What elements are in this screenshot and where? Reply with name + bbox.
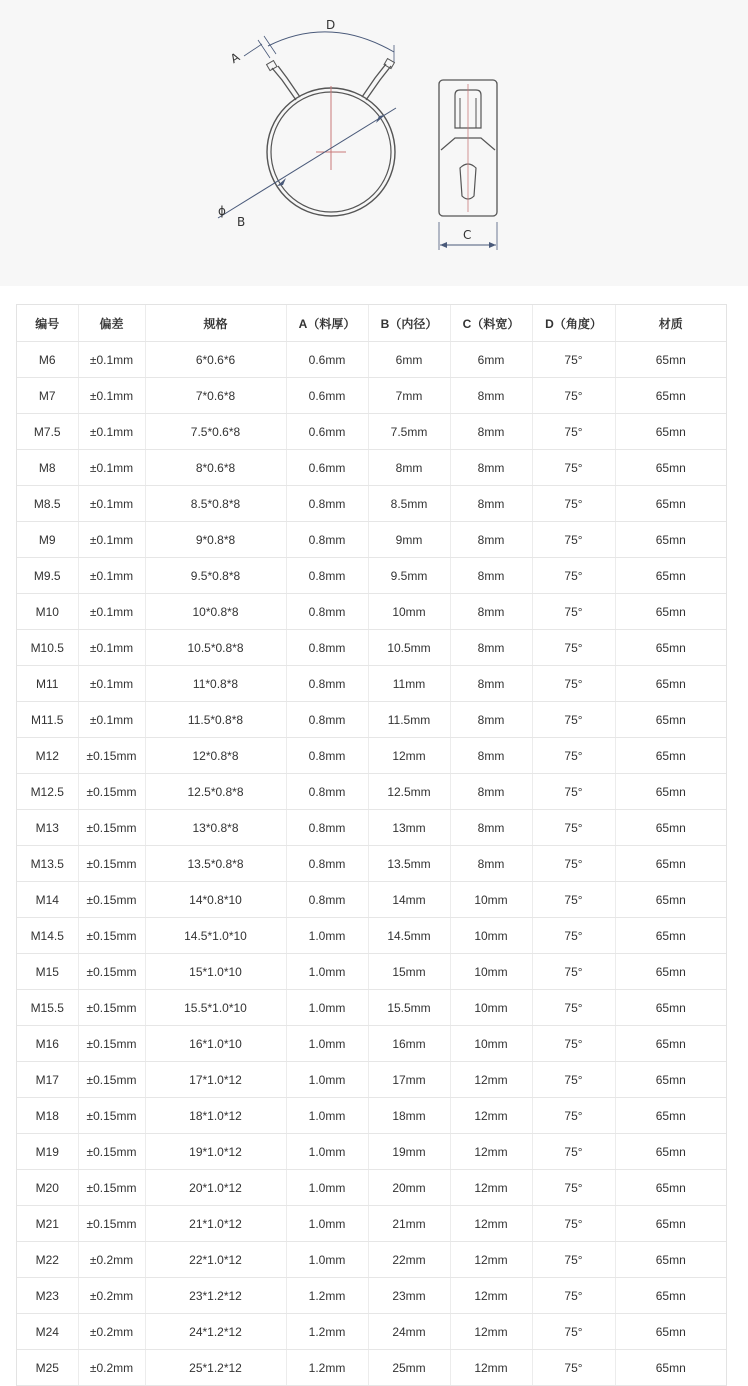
table-cell: 11mm [368,666,450,702]
table-cell: 10mm [450,918,532,954]
table-cell: ±0.15mm [78,918,145,954]
table-cell: 75° [532,1278,615,1314]
table-cell: 6mm [450,342,532,378]
table-cell: M16 [17,1026,78,1062]
table-cell: ±0.15mm [78,1062,145,1098]
table-cell: 8mm [450,774,532,810]
table-cell: 16*1.0*10 [145,1026,286,1062]
table-cell: 8mm [450,738,532,774]
column-header: B（内径） [368,305,450,342]
table-cell: 13.5mm [368,846,450,882]
table-cell: M20 [17,1170,78,1206]
table-row [17,486,726,522]
table-cell: 75° [532,954,615,990]
table-cell: 0.8mm [286,882,368,918]
table-cell: ±0.1mm [78,342,145,378]
table-cell: 11.5mm [368,702,450,738]
table-cell: 13.5*0.8*8 [145,846,286,882]
column-header: D（角度） [532,305,615,342]
label-c: C [463,228,472,242]
table-cell: 9.5mm [368,558,450,594]
table-cell: ±0.15mm [78,738,145,774]
table-cell: 8mm [450,414,532,450]
label-d: D [326,18,336,32]
table-cell: 65mn [615,1278,726,1314]
table-cell: 16mm [368,1026,450,1062]
table-cell: ±0.15mm [78,990,145,1026]
table-row [17,1026,726,1062]
table-cell: 75° [532,342,615,378]
table-cell: 75° [532,738,615,774]
table-row [17,990,726,1026]
table-cell: 8mm [450,522,532,558]
table-cell: 75° [532,1062,615,1098]
table-cell: 1.0mm [286,1134,368,1170]
table-cell: M9 [17,522,78,558]
table-cell: M13.5 [17,846,78,882]
table-cell: 75° [532,990,615,1026]
table-cell: 8mm [450,702,532,738]
table-row [17,630,726,666]
table-cell: 12mm [450,1170,532,1206]
table-cell: 8mm [450,558,532,594]
table-row [17,378,726,414]
table-cell: 13*0.8*8 [145,810,286,846]
table-cell: 65mn [615,378,726,414]
table-cell: ±0.15mm [78,846,145,882]
table-cell: 65mn [615,810,726,846]
table-cell: 17*1.0*12 [145,1062,286,1098]
table-cell: 65mn [615,1098,726,1134]
table-cell: ±0.15mm [78,1098,145,1134]
table-cell: 17mm [368,1062,450,1098]
table-cell: ±0.15mm [78,1134,145,1170]
clamp-diagram [0,0,748,286]
label-b: B [237,215,246,229]
table-cell: 0.6mm [286,378,368,414]
table-cell: 75° [532,594,615,630]
clamp-drawing [0,0,748,286]
label-a: A [228,49,243,67]
table-cell: 75° [532,846,615,882]
table-cell: 65mn [615,1062,726,1098]
table-cell: ±0.1mm [78,378,145,414]
table-cell: 7*0.6*8 [145,378,286,414]
table-cell: 0.8mm [286,702,368,738]
table-cell: ±0.15mm [78,810,145,846]
table-cell: 65mn [615,1350,726,1386]
table-cell: 65mn [615,954,726,990]
table-cell: M7.5 [17,414,78,450]
table-cell: 75° [532,810,615,846]
table-cell: 65mn [615,666,726,702]
table-cell: 1.2mm [286,1350,368,1386]
table-row [17,558,726,594]
table-cell: 75° [532,630,615,666]
left-ear [278,66,300,97]
table-cell: 75° [532,1350,615,1386]
table-cell: 65mn [615,1242,726,1278]
table-cell: 19mm [368,1134,450,1170]
table-cell: 10mm [450,882,532,918]
table-row [17,846,726,882]
table-cell: 19*1.0*12 [145,1134,286,1170]
table-cell: M24 [17,1314,78,1350]
table-cell: ±0.15mm [78,1170,145,1206]
table-cell: 20*1.0*12 [145,1170,286,1206]
diameter-line [218,108,396,218]
table-cell: M10 [17,594,78,630]
table-cell: ±0.1mm [78,666,145,702]
table-row [17,594,726,630]
table-cell: 24*1.2*12 [145,1314,286,1350]
spec-table-wrap [16,304,727,1386]
table-cell: 10.5mm [368,630,450,666]
table-cell: 65mn [615,1026,726,1062]
table-cell: 1.0mm [286,954,368,990]
table-cell: 8.5mm [368,486,450,522]
table-cell: 21mm [368,1206,450,1242]
table-cell: 12mm [450,1134,532,1170]
table-cell: 22mm [368,1242,450,1278]
table-cell: 75° [532,522,615,558]
table-row [17,666,726,702]
table-cell: ±0.15mm [78,1026,145,1062]
table-cell: 75° [532,378,615,414]
table-cell: 75° [532,414,615,450]
table-row [17,918,726,954]
table-cell: M12 [17,738,78,774]
table-cell: ±0.1mm [78,558,145,594]
right-ear [362,64,386,97]
table-row [17,954,726,990]
table-cell: 1.0mm [286,1242,368,1278]
table-row [17,738,726,774]
table-cell: 1.0mm [286,990,368,1026]
table-cell: ±0.1mm [78,450,145,486]
table-cell: 0.8mm [286,774,368,810]
table-cell: M7 [17,378,78,414]
table-cell: 65mn [615,882,726,918]
table-cell: 14.5mm [368,918,450,954]
table-cell: 8mm [450,666,532,702]
table-cell: 0.8mm [286,666,368,702]
table-cell: 75° [532,1026,615,1062]
table-cell: 8mm [450,630,532,666]
table-cell: 10mm [450,954,532,990]
table-cell: 8mm [450,810,532,846]
table-cell: 65mn [615,630,726,666]
table-row [17,1098,726,1134]
table-cell: M8 [17,450,78,486]
table-cell: 15*1.0*10 [145,954,286,990]
table-cell: 14*0.8*10 [145,882,286,918]
table-cell: 0.8mm [286,486,368,522]
table-row [17,1350,726,1386]
table-cell: 10mm [368,594,450,630]
table-cell: 1.2mm [286,1314,368,1350]
table-cell: ±0.2mm [78,1350,145,1386]
table-cell: M8.5 [17,486,78,522]
table-header-row [17,305,726,342]
table-cell: 1.0mm [286,1098,368,1134]
table-cell: M14 [17,882,78,918]
table-cell: 65mn [615,1170,726,1206]
table-cell: 65mn [615,486,726,522]
table-cell: 25*1.2*12 [145,1350,286,1386]
table-cell: 18*1.0*12 [145,1098,286,1134]
table-cell: 65mn [615,594,726,630]
table-cell: 65mn [615,1314,726,1350]
table-cell: 0.6mm [286,342,368,378]
table-cell: ±0.2mm [78,1242,145,1278]
table-cell: ±0.1mm [78,486,145,522]
table-cell: 9mm [368,522,450,558]
table-cell: 9.5*0.8*8 [145,558,286,594]
table-row [17,1242,726,1278]
table-cell: 8*0.6*8 [145,450,286,486]
table-cell: M21 [17,1206,78,1242]
table-cell: M11.5 [17,702,78,738]
table-cell: 12mm [450,1314,532,1350]
table-row [17,1278,726,1314]
table-cell: 8mm [450,486,532,522]
table-cell: 65mn [615,342,726,378]
table-cell: 10.5*0.8*8 [145,630,286,666]
table-cell: 18mm [368,1098,450,1134]
table-cell: 14mm [368,882,450,918]
table-cell: 11*0.8*8 [145,666,286,702]
table-cell: 12.5*0.8*8 [145,774,286,810]
table-row [17,774,726,810]
label-phi: ϕ [218,204,226,218]
table-cell: 75° [532,1170,615,1206]
table-cell: 1.0mm [286,1026,368,1062]
table-cell: 8mm [368,450,450,486]
table-cell: 15.5mm [368,990,450,1026]
table-cell: M15 [17,954,78,990]
table-cell: M15.5 [17,990,78,1026]
table-cell: 75° [532,882,615,918]
table-cell: 0.8mm [286,810,368,846]
table-cell: 20mm [368,1170,450,1206]
table-cell: 8mm [450,594,532,630]
table-cell: ±0.15mm [78,882,145,918]
table-cell: 8.5*0.8*8 [145,486,286,522]
column-header: 材质 [615,305,726,342]
angle-arc [268,32,394,52]
table-cell: 75° [532,918,615,954]
table-row [17,1134,726,1170]
table-cell: 75° [532,1206,615,1242]
table-cell: 14.5*1.0*10 [145,918,286,954]
table-cell: 10mm [450,990,532,1026]
table-cell: 7.5*0.6*8 [145,414,286,450]
table-cell: 75° [532,666,615,702]
table-cell: 75° [532,774,615,810]
table-cell: 24mm [368,1314,450,1350]
table-cell: M12.5 [17,774,78,810]
table-cell: 8mm [450,378,532,414]
table-row [17,1062,726,1098]
table-cell: 65mn [615,702,726,738]
table-cell: 10mm [450,1026,532,1062]
table-cell: M23 [17,1278,78,1314]
table-cell: ±0.1mm [78,630,145,666]
table-cell: 0.8mm [286,738,368,774]
column-header: 编号 [17,305,78,342]
table-cell: 12mm [450,1350,532,1386]
table-row [17,414,726,450]
table-cell: 9*0.8*8 [145,522,286,558]
column-header: 规格 [145,305,286,342]
table-cell: 1.0mm [286,1062,368,1098]
table-cell: 21*1.0*12 [145,1206,286,1242]
table-row [17,1170,726,1206]
table-cell: 75° [532,1242,615,1278]
table-cell: 23mm [368,1278,450,1314]
column-header: A（料厚） [286,305,368,342]
table-cell: 11.5*0.8*8 [145,702,286,738]
table-cell: 13mm [368,810,450,846]
table-cell: 15mm [368,954,450,990]
table-cell: ±0.1mm [78,702,145,738]
table-cell: 65mn [615,846,726,882]
table-cell: 0.8mm [286,846,368,882]
table-cell: 6mm [368,342,450,378]
table-cell: ±0.15mm [78,774,145,810]
table-cell: 75° [532,1134,615,1170]
table-cell: 15.5*1.0*10 [145,990,286,1026]
table-cell: 65mn [615,450,726,486]
column-header: C（料宽） [450,305,532,342]
table-cell: 75° [532,1314,615,1350]
table-cell: 12mm [450,1278,532,1314]
table-cell: 65mn [615,1206,726,1242]
table-cell: 75° [532,450,615,486]
table-cell: ±0.1mm [78,594,145,630]
table-cell: 65mn [615,738,726,774]
table-cell: ±0.15mm [78,1206,145,1242]
table-cell: 0.8mm [286,594,368,630]
table-cell: 65mn [615,918,726,954]
table-cell: M17 [17,1062,78,1098]
table-cell: 8mm [450,450,532,486]
table-cell: M22 [17,1242,78,1278]
table-cell: M14.5 [17,918,78,954]
table-cell: 12mm [450,1206,532,1242]
table-cell: 10*0.8*8 [145,594,286,630]
table-cell: ±0.15mm [78,954,145,990]
table-cell: 65mn [615,1134,726,1170]
table-cell: 12mm [450,1062,532,1098]
table-cell: 0.8mm [286,630,368,666]
table-cell: ±0.1mm [78,414,145,450]
table-cell: 75° [532,702,615,738]
table-cell: 1.0mm [286,918,368,954]
table-cell: M6 [17,342,78,378]
table-cell: 65mn [615,414,726,450]
table-cell: 7mm [368,378,450,414]
table-cell: 25mm [368,1350,450,1386]
table-cell: 65mn [615,774,726,810]
table-cell: M10.5 [17,630,78,666]
table-row [17,450,726,486]
table-cell: 8mm [450,846,532,882]
table-cell: M9.5 [17,558,78,594]
table-cell: 12.5mm [368,774,450,810]
table-cell: M19 [17,1134,78,1170]
table-cell: 75° [532,1098,615,1134]
table-cell: 65mn [615,558,726,594]
table-cell: 65mn [615,522,726,558]
table-cell: ±0.2mm [78,1278,145,1314]
table-cell: 22*1.0*12 [145,1242,286,1278]
table-cell: 0.8mm [286,558,368,594]
table-cell: 0.8mm [286,522,368,558]
table-row [17,702,726,738]
table-cell: M11 [17,666,78,702]
table-cell: 6*0.6*6 [145,342,286,378]
table-row [17,1314,726,1350]
table-row [17,342,726,378]
table-cell: 1.0mm [286,1170,368,1206]
table-cell: 23*1.2*12 [145,1278,286,1314]
table-cell: 0.6mm [286,414,368,450]
table-row [17,1206,726,1242]
column-header: 偏差 [78,305,145,342]
table-cell: 75° [532,558,615,594]
table-cell: 12mm [450,1242,532,1278]
table-cell: 12mm [368,738,450,774]
table-cell: M18 [17,1098,78,1134]
table-cell: M25 [17,1350,78,1386]
table-cell: 1.0mm [286,1206,368,1242]
table-cell: 1.2mm [286,1278,368,1314]
table-cell: 12*0.8*8 [145,738,286,774]
table-cell: ±0.2mm [78,1314,145,1350]
spec-table [17,305,726,1386]
table-cell: 12mm [450,1098,532,1134]
table-cell: 65mn [615,990,726,1026]
table-row [17,522,726,558]
table-cell: 0.6mm [286,450,368,486]
table-row [17,882,726,918]
table-cell: 75° [532,486,615,522]
table-cell: 7.5mm [368,414,450,450]
table-cell: M13 [17,810,78,846]
table-row [17,810,726,846]
table-cell: ±0.1mm [78,522,145,558]
